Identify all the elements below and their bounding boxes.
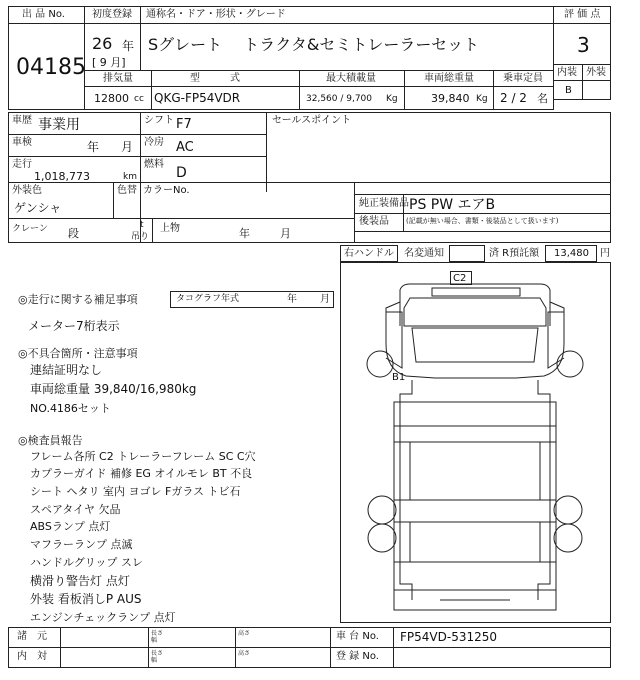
rating-label: 評 価 点 [564,9,601,20]
inspector-header: ◎検査員報告 [18,434,83,447]
wheel-rear-right-2 [554,524,582,552]
cab-roof [432,288,520,296]
ac-value: AC [176,140,194,155]
fuel-value: D [176,165,187,181]
rig-label: 上物 [160,223,180,234]
wheel-front-right [557,351,583,377]
defect-line: 車両総重量 39,840/16,980kg [30,382,197,396]
recycle-value: 13,480 [554,248,589,259]
mileage-label: 走行 [12,159,32,170]
shift-value: F7 [176,117,192,132]
history-label: 車歴 [12,115,32,126]
displacement-unit: cc [134,94,144,104]
chassis-label: 車 台 No. [336,631,379,642]
running-note: メーター7桁表示 [28,319,120,333]
steering-value: 右ハンドル [344,248,394,259]
chassis-number: FP54VD-531250 [400,630,497,644]
reg-number-label: 登 録 No. [336,651,379,662]
max-load-value: 32,560 / 9,700 [306,94,373,104]
lot-label: 出 品 No. [22,9,65,20]
standard-equipment-label: 純正装備品 [359,198,409,209]
grade-value-row [553,80,611,100]
capacity-value: 2 / 2 [500,91,527,105]
windshield [412,328,538,362]
inspection-year: 年 [87,140,100,154]
displacement-label: 排気量 [103,73,133,84]
footer-specs-label: 諸 元 [17,631,47,642]
inspector-line: スペアタイヤ 欠品 [30,503,121,516]
crane-label: クレーン [12,224,48,234]
yen-label: 円 [600,248,610,259]
inspection-label: 車検 [12,137,32,148]
footer-interior-label: 内 対 [17,651,47,662]
inspector-line: ハンドルグリップ スレ [30,556,143,569]
plate-notice-cell [449,245,485,262]
recycle-label: 済 R預託額 [489,248,540,259]
rig-month: 月 [280,227,291,240]
wheel-front-left [367,351,393,377]
defect-line: NO.4186セット [30,402,111,415]
ac-label: 冷房 [144,137,164,148]
inspector-line: フレーム各所 C2 トレーラーフレーム SC C穴 [30,450,256,463]
gross-weight-label: 車両総重量 [424,73,474,84]
fuel-label: 燃料 [144,159,164,170]
vehicle-diagram [340,262,612,624]
damage-label-b1: B1 [392,372,406,383]
color-label: 外装色 [12,185,42,196]
interior-label: 内装 [557,67,577,78]
footer-length-label: 長さ [151,630,164,637]
inspector-line: 外装 看板消しP AUS [30,592,142,606]
mileage-unit: km [123,172,137,182]
lot-number: 04185 [16,55,86,80]
tacho-label: タコグラフ年式 [176,294,240,304]
inspector-line: カプラーガイド 補修 EG オイルモレ BT 不良 [30,467,253,480]
history-value: 事業用 [38,117,80,133]
cab-top [404,298,546,326]
model-code-value: QKG-FP54VDR [154,91,241,105]
reg-year-unit: 年 [122,39,135,53]
mileage-value: 1,018,773 [34,170,90,183]
reg-year: 26 [92,34,113,53]
vehicle-name: Sグレート トラクタ&セミトレーラーセット [148,35,480,54]
color-value: ゲンシャ [14,201,62,215]
capacity-label: 乗車定員 [503,73,543,84]
aftermarket-note: (記載が無い場合、書類・後装品として扱います) [406,217,559,225]
gross-weight-value: 39,840 [431,92,470,105]
color-change-label: 色替 [117,185,137,196]
defects-header: ◎不具合箇所・注意事項 [18,347,138,360]
crane-t: t [140,220,144,230]
color-no-label: カラーNo. [143,185,190,196]
model-label: 通称名・ドア・形状・グレード [146,9,286,20]
sales-point-label: セールスポイント [272,115,352,126]
footer-height-label: 高さ [238,650,251,657]
rig-year: 年 [239,227,250,240]
inspector-line: マフラーランプ 点滅 [30,538,133,551]
inspector-line: シート ヘタリ 室内 ヨゴレ Fガラス トビ石 [30,485,241,498]
footer-length-label: 長さ [151,650,164,657]
rating-value: 3 [577,33,590,57]
tacho-month: 月 [320,294,330,305]
damage-label-c2: C2 [453,273,467,284]
exterior-label: 外装 [586,67,606,78]
tacho-year: 年 [287,294,297,305]
crane-stage: 段 [68,227,79,240]
plate-notice-label: 名変通知 [404,248,444,259]
wheel-rear-left-1 [368,496,396,524]
inspector-line: エンジンチェックランプ 点灯 [30,611,176,624]
inspector-line: 横滑り警告灯 点灯 [30,574,130,588]
footer-height-label: 高さ [238,630,251,637]
gross-weight-unit: Kg [476,94,488,104]
shift-label: シフト [144,115,174,126]
wheel-rear-left-2 [368,524,396,552]
inspector-line: ABSランプ 点灯 [30,520,111,533]
max-load-label: 最大積載量 [326,73,376,84]
aftermarket-label: 後装品 [359,216,389,227]
reg-month: [ 9 月] [92,56,126,69]
inspection-month: 月 [121,140,134,154]
crane-hoist: 吊り [131,232,150,242]
capacity-unit: 名 [537,92,548,105]
running-notes-header: ◎走行に関する補足事項 [18,293,138,306]
standard-equipment: PS PW エアB [409,197,496,213]
defect-line: 連結証明なし [30,363,103,377]
footer-width-label: 幅 [151,637,158,644]
wheel-rear-right-1 [554,496,582,524]
displacement-value: 12800 [94,92,129,105]
spec-label-row [84,70,554,87]
interior-grade: B [565,85,572,96]
model-code-label: 型 式 [190,73,240,84]
first-reg-label: 初度登録 [92,9,132,20]
max-load-unit: Kg [386,94,398,104]
footer-width-label: 幅 [151,657,158,664]
